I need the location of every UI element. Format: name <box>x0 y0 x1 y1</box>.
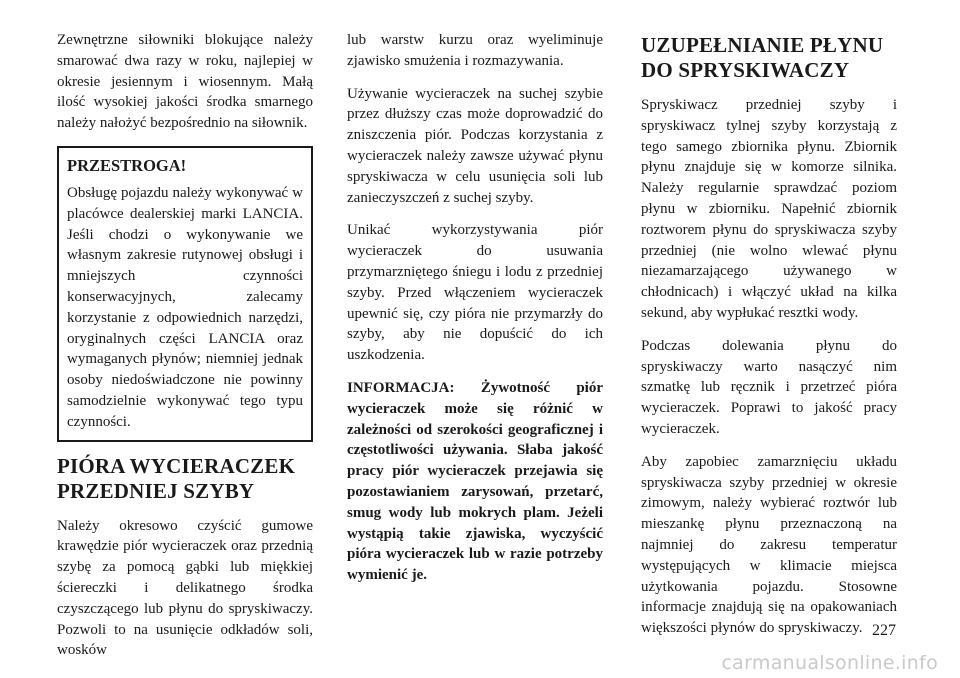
wipers-continued-paragraph: lub warstw kurzu oraz wyeliminuje zjawisko smużenia i rozmazywania. <box>347 32 603 69</box>
section-heading-wipers: PIÓRA WYCIERACZEK PRZEDNIEJ SZYBY <box>57 453 296 503</box>
wipers-paragraph: Należy okresowo czyścić gumowe krawędzie piór wycieraczek oraz przednią szybę za pomocą gąbki lub miękkiej ściereczki i delikatnego środka czyszczącego lub płynu do spryskiwaczy. Pozwoli to na usunięcie odkładów soli, wosków <box>57 517 313 659</box>
intro-paragraph: Zewnętrzne siłowniki blokujące należy smarować dwa razy w roku, najlepiej w okresie jesiennym i wiosennym. Małą ilość wysokiej jakości środka smarnego należy nałożyć bezpośrednio na siłownik. <box>57 32 313 132</box>
dry-glass-paragraph: Używanie wycieraczek na suchej szybie przez dłuższy czas może doprowadzić do zniszczenia piór. Podczas korzystania z wycieraczek należy zawsze używać płynu spryskiwacza w celu usunięcia soli lub zanieczyszczeń z suchej szyby. <box>347 85 603 206</box>
washer-paragraph-2: Podczas dolewania płynu do spryskiwaczy warto nasączyć nim szmatkę lub ręcznik i przetrzeć pióra wycieraczek. Poprawi to jakość pracy wycieraczek. <box>641 337 897 437</box>
washer-paragraph-3: Aby zapobiec zamarznięciu układu spryskiwacza szyby przedniej w okresie zimowym, należy wybierać roztwór lub mieszankę płynu przeznaczoną na najmniej do zakresu temperatur występujących w klimacie miejsca użytkowania pojazdu. Stosowne informacje znajdują się na opakowaniach większości płynów do spryskiwaczy. <box>641 453 897 637</box>
column-right <box>641 30 897 651</box>
warning-box <box>57 146 313 442</box>
section-heading-washer-fluid: UZUPEŁNIANIE PŁYNU DO SPRYSKIWACZY <box>641 33 884 82</box>
info-note: INFORMACJA: Żywotność piór wycieraczek może się różnić w zależności od szerokości geograficznej i częstotliwości używania. Słaba jakość pracy piór wycieraczek przejawia się pozostawianiem zarysowań, przetarć, smug wody lub mokrych plam. Jeżeli wystąpią takie zjawiska, wyczyścić pióra wycieraczek lub w razie potrzeby wymienić je. <box>347 379 603 584</box>
column-left <box>57 30 313 673</box>
page-number: 227 <box>872 622 896 639</box>
warning-title: PRZESTROGA! <box>67 155 187 175</box>
watermark: carmanualsonline.info <box>721 652 938 674</box>
frozen-paragraph: Unikać wykorzystywania piór wycieraczek do usuwania przymarzniętego śniegu i lodu z przedniej szyby. Przed włączeniem wycieraczek upewnić się, czy pióra nie przymarzły do szyby, aby nie dopuścić do ich uszkodzenia. <box>347 222 603 364</box>
column-middle <box>347 30 603 598</box>
washer-paragraph-1: Spryskiwacz przedniej szyby i spryskiwacz tylnej szyby korzystają z tego samego zbiornika płynu. Zbiornik płynu znajduje się w komorze silnika. Należy regularnie sprawdzać poziom płynu w zbiorniku. Napełnić zbiornik roztworem płynu do spryskiwacza szyby przedniej (nie wolno wlewać płynu niezamarzającego używanego w chłodnicach) i włączyć układ na kilka sekund, aby wypłukać resztki wody. <box>641 97 897 321</box>
warning-text: Obsługę pojazdu należy wykonywać w placówce dealerskiej marki LANCIA. Jeśli chodzi o wykonywanie we własnym zakresie rutynowej obsługi i mniejszych czynności konserwacyjnych, zalecamy korzystanie z odpowiednich narzędzi, oryginalnych części LANCIA oraz wymaganych płynów; niemniej jednak osoby niedoświadczone nie powinny samodzielnie wykonywać tego typu czynności. <box>67 184 303 430</box>
